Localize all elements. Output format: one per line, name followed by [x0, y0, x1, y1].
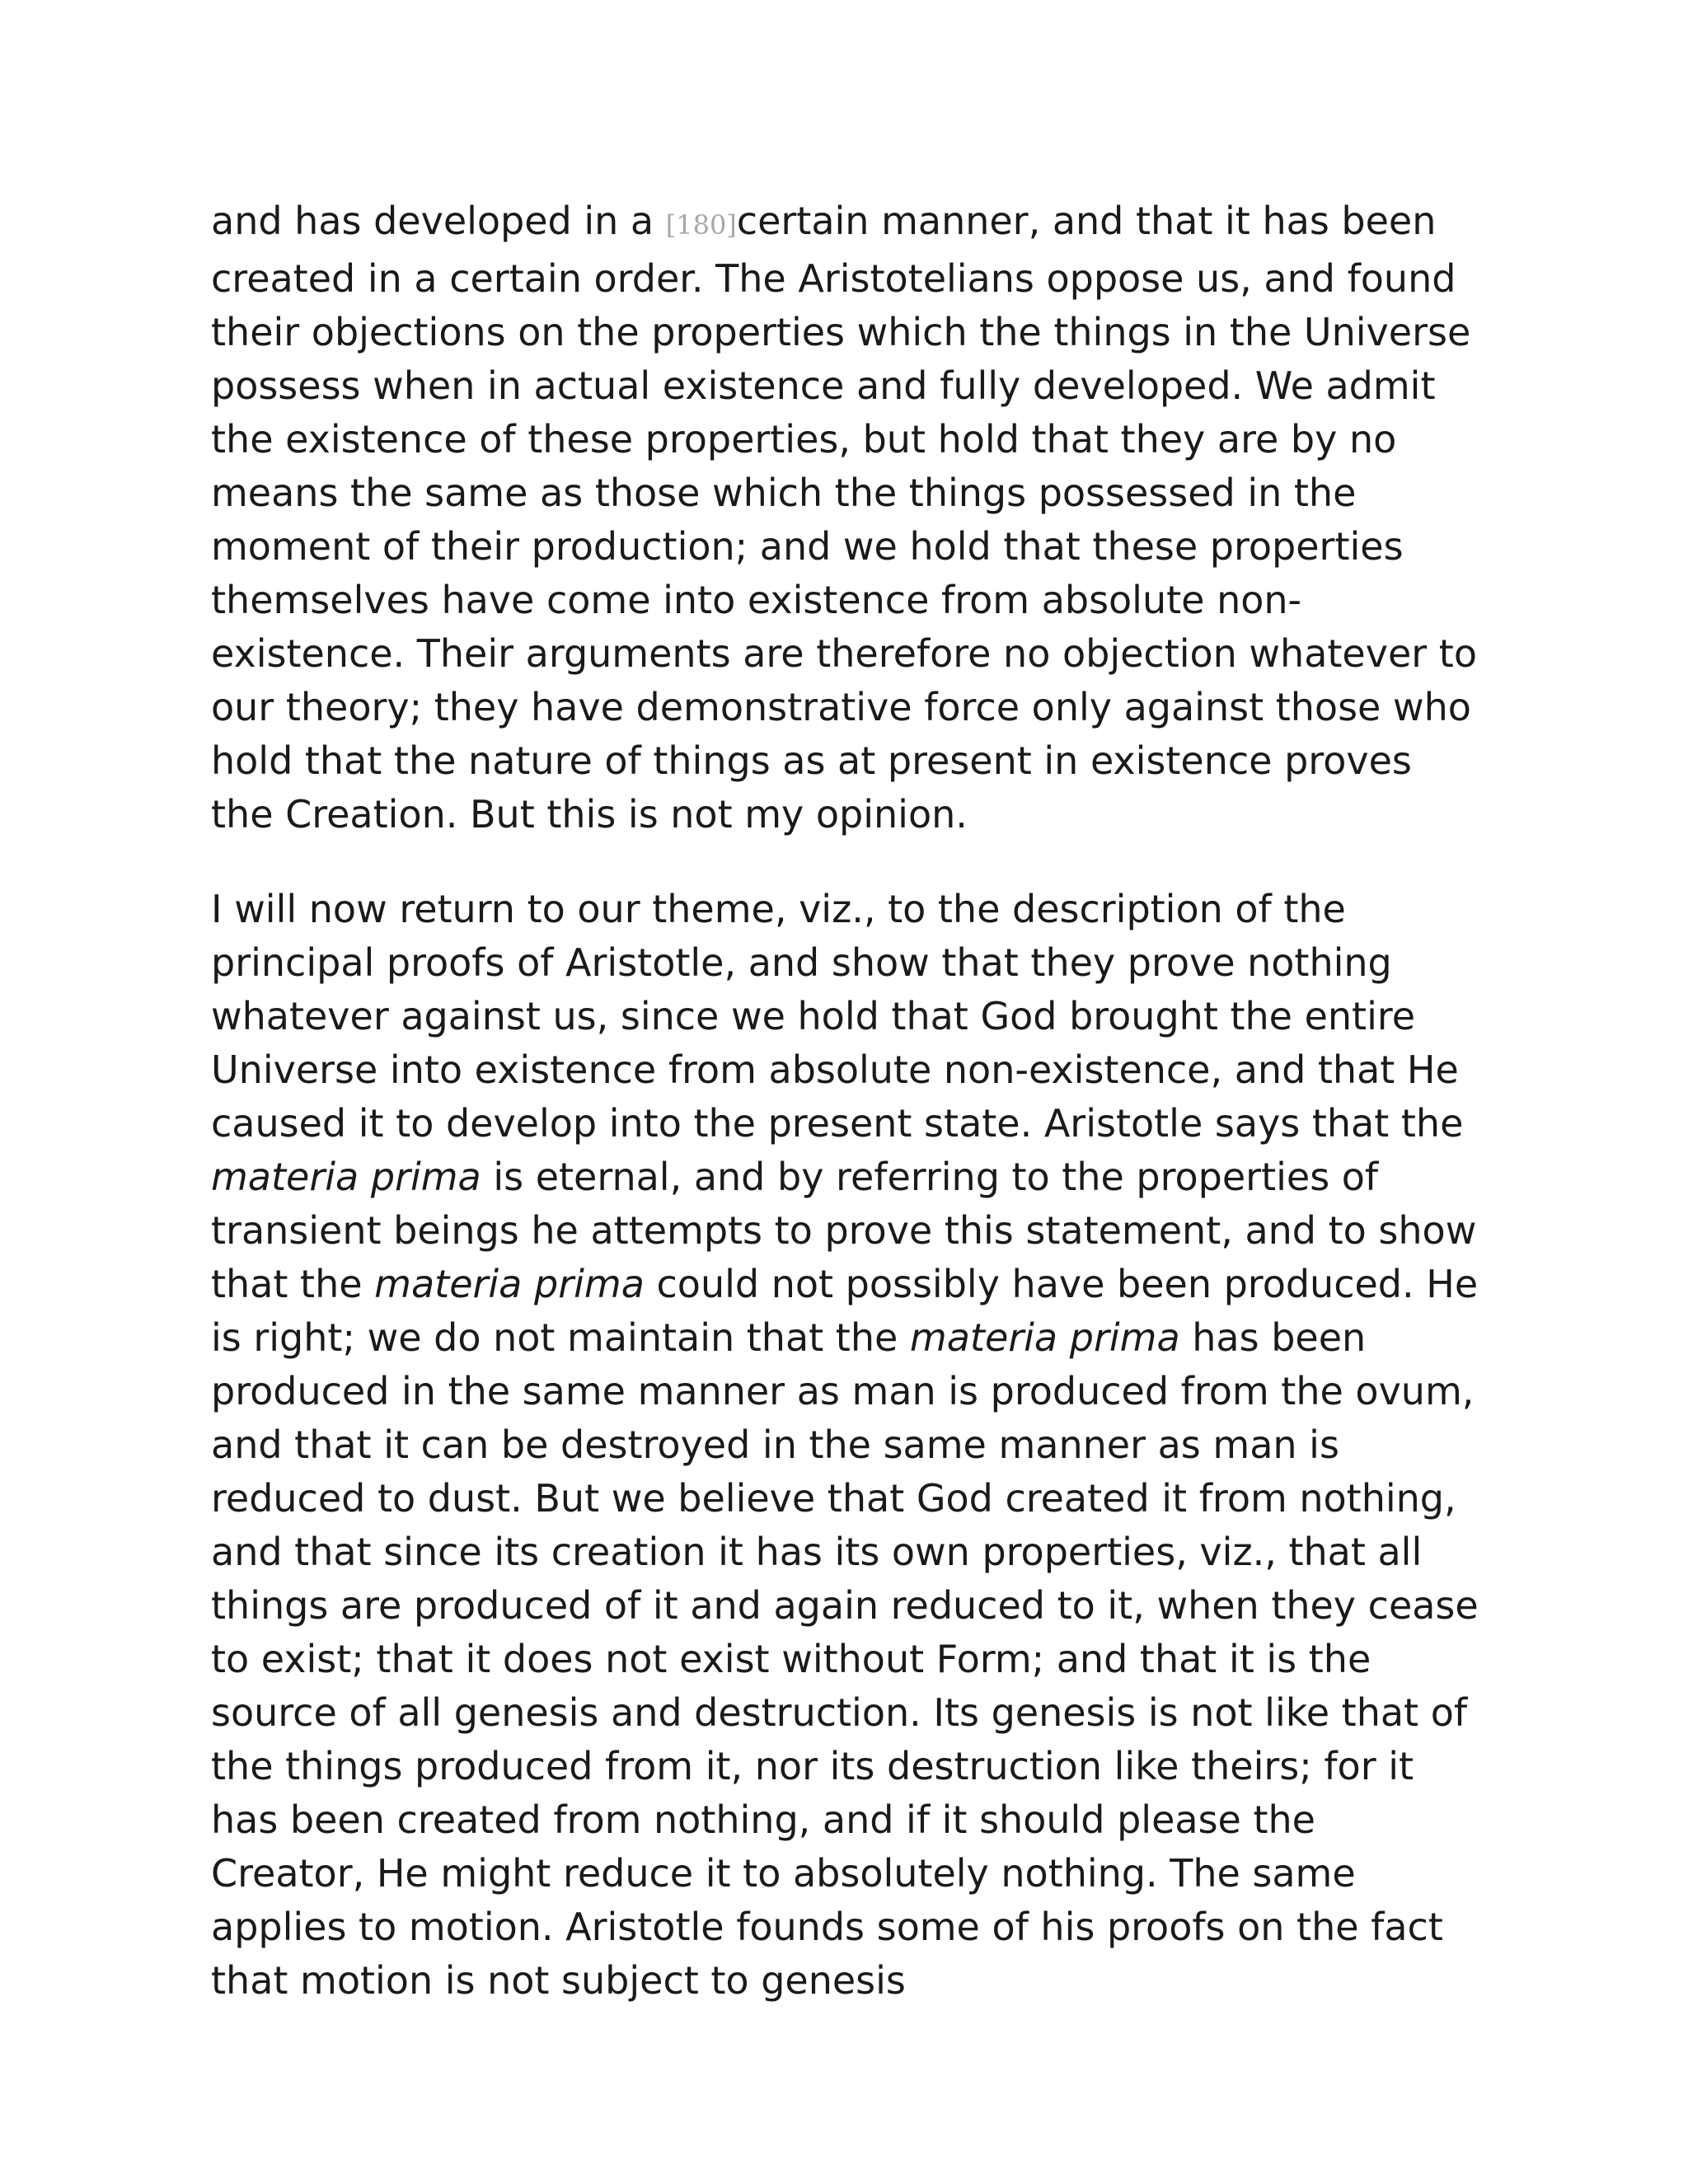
paragraph-1 [211, 194, 1480, 841]
italic-term: materia prima [211, 1155, 481, 1199]
paragraph-1-text-rest: certain manner, and that it has been created in a certain order. The Aristotelians oppose us, and found their objections on the properties which the things in the Universe possess when in actual existence and fully developed. We admit the existence of these properties, but hold that they are by no means the same as those which the things possessed in the moment of their production; and we hold that these properties themselves have come into existence from absolute non-existence. Their arguments are therefore no objection whatever to our theory; they have demonstrative force only against those who hold that the nature of things as at present in existence proves the Creation. But this is not my opinion. [211, 199, 1477, 837]
italic-term: materia prima [374, 1262, 645, 1306]
paragraph-2-text-4: has been produced in the same manner as man is produced from the ovum, and that it can be destroyed in the same manner as man is reduced to dust. But we believe that God created it from nothing, and that since its creation it has its own properties, viz., that all things are produced of it and again reduced to it, when they cease to exist; that it does not exist without Form; and that it is the source of all genesis and destruction. Its genesis is not like that of the things produced from it, nor its destruction like theirs; for it has been created from nothing, and if it should please the Creator, He might reduce it to absolutely nothing. The same applies to motion. Aristotle founds some of his proofs on the fact that motion is not subject to genesis [211, 1315, 1479, 2003]
paragraph-1-text-start: and has developed in a [211, 199, 666, 243]
paragraph-2-text-3: could not possibly have been produced. He is right; we do not maintain that the [211, 1262, 1479, 1360]
paragraph-2 [211, 883, 1480, 2008]
italic-term: materia prima [909, 1315, 1180, 1360]
document-body [211, 194, 1480, 2008]
paragraph-2-text-1: I will now return to our theme, viz., to the description of the principal proofs of Aristotle, and show that they prove nothing whatever against us, since we hold that God brought the entire Universe into existence from absolute non-existence, and that He caused it to develop into the present state. Aristotle says that the [211, 887, 1464, 1146]
page-number-marker: [180] [665, 209, 737, 241]
paragraph-2-text-2: is eternal, and by referring to the properties of transient beings he attempts to prove this statement, and to show that the [211, 1155, 1477, 1306]
